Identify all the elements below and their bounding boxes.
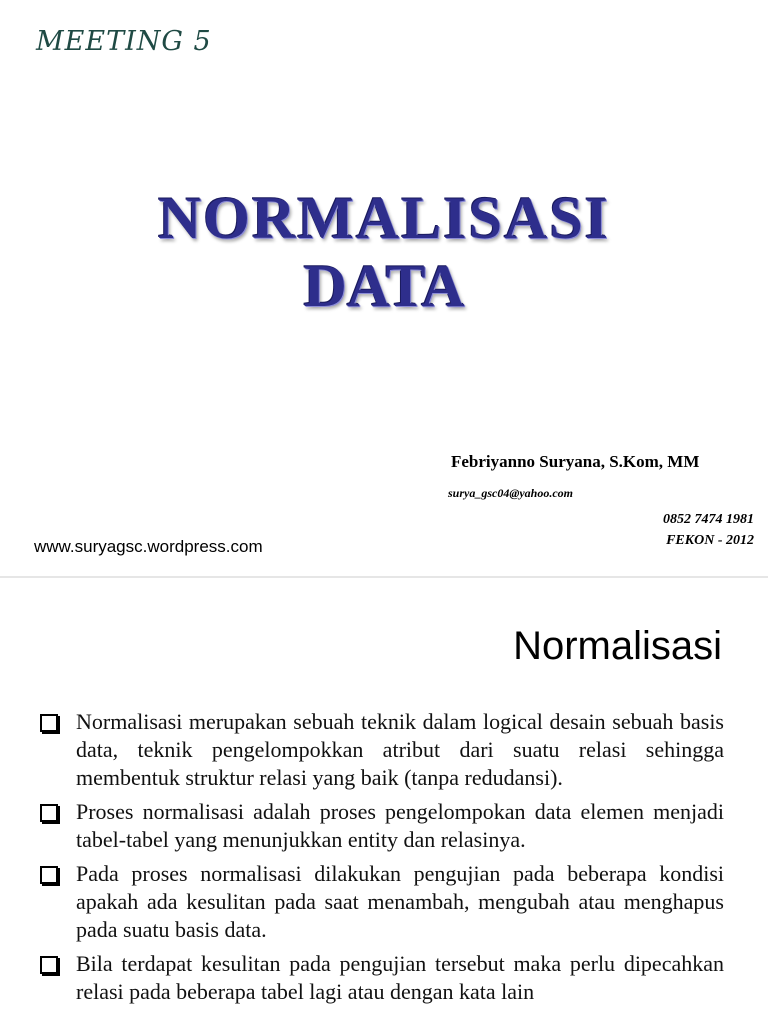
checkbox-bullet-icon	[40, 956, 58, 974]
checkbox-bullet-icon	[40, 714, 58, 732]
checkbox-bullet-icon	[40, 804, 58, 822]
checkbox-bullet-icon	[40, 866, 58, 884]
title-line-2: DATA	[303, 253, 465, 319]
bullet-text: Pada proses normalisasi dilakukan pengujian pada beberapa kondisi apakah ada kesulitan pada saat menambah, mengubah atau menghapus pada suatu basis data.	[76, 861, 724, 942]
title-line-1: NORMALISASI	[157, 185, 611, 251]
bullet-text: Normalisasi merupakan sebuah teknik dalam logical desain sebuah basis data, teknik pengelompokkan atribut dari suatu relasi sehingga membentuk struktur relasi yang baik (tanpa redudansi).	[76, 709, 724, 790]
author-phone: 0852 7474 1981	[663, 512, 754, 527]
list-item	[40, 860, 724, 944]
list-item	[40, 798, 724, 854]
bullet-list	[40, 708, 724, 1012]
bullet-text: Proses normalisasi adalah proses pengelompokan data elemen menjadi tabel-tabel yang menunjukkan entity dan relasinya.	[76, 799, 724, 852]
website-link[interactable]: www.suryagsc.wordpress.com	[34, 537, 263, 556]
meeting-label: MEETING 5	[36, 26, 212, 57]
author-name: Febriyanno Suryana, S.Kom, MM	[451, 452, 700, 471]
slide-heading: Normalisasi	[513, 624, 722, 668]
faculty-year: FEKON - 2012	[666, 533, 754, 548]
content-slide	[0, 578, 768, 1024]
list-item	[40, 708, 724, 792]
bullet-text: Bila terdapat kesulitan pada pengujian tersebut maka perlu dipecahkan relasi pada beberapa tabel lagi atau dengan kata lain	[76, 951, 724, 1004]
author-email: surya_gsc04@yahoo.com	[448, 486, 573, 500]
list-item	[40, 950, 724, 1006]
